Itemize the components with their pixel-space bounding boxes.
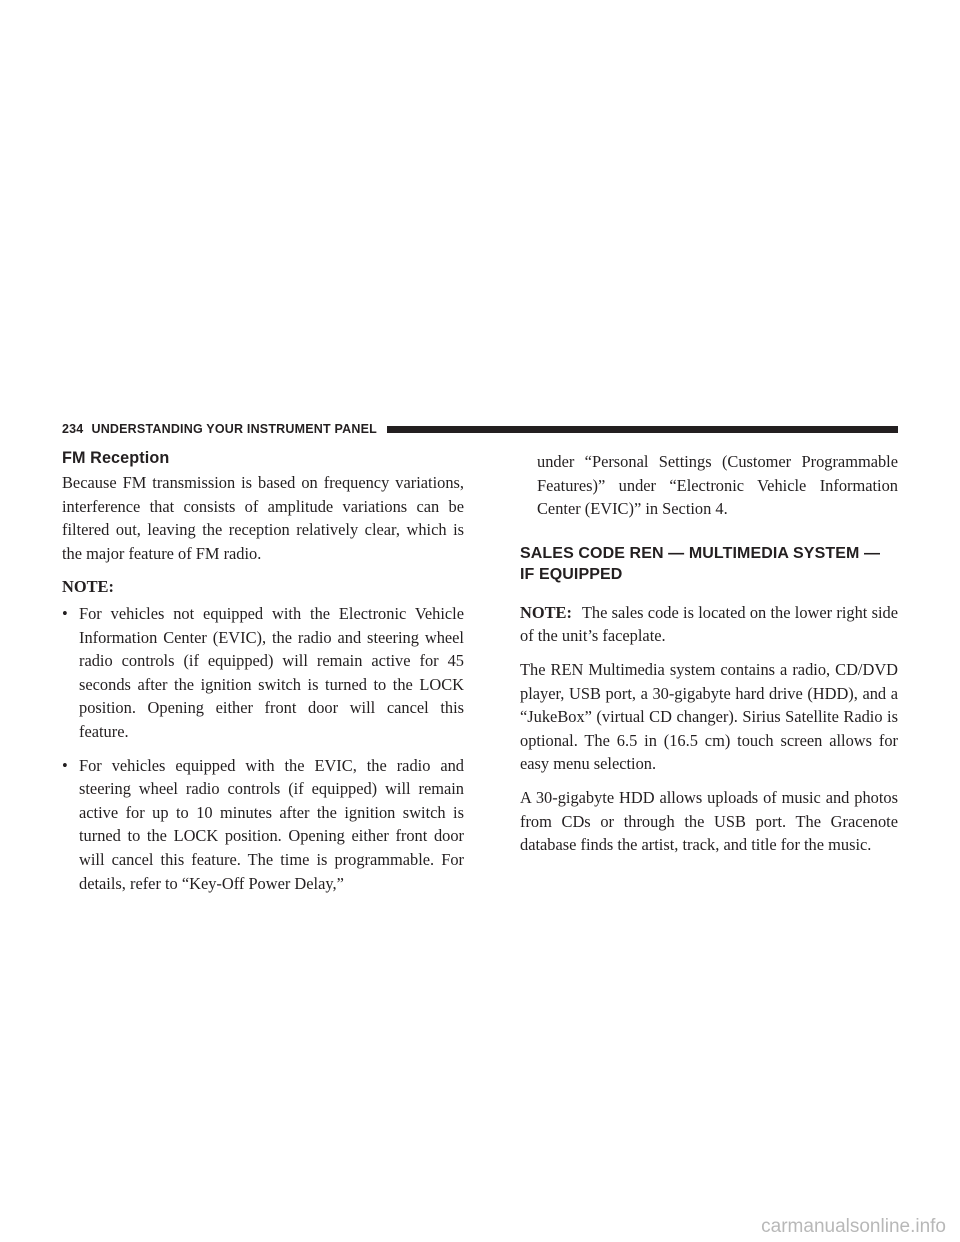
section-heading: SALES CODE REN — MULTIMEDIA SYSTEM — IF EQUIPPED [520,544,881,583]
bullet-icon: • [62,755,68,775]
note-paragraph [520,601,898,648]
bullet-continuation: under “Personal Settings (Customer Programmable Features)” under “Electronic Vehicle Information Center (EVIC)” in Section 4. [537,452,898,519]
note-text: The sales code is located on the lower right side of the unit’s faceplate. [520,602,898,646]
header-rule [387,426,898,433]
bullet-text: For vehicles equipped with the EVIC, the radio and steering wheel radio controls (if equipped) will remain active for up to 10 minutes after the ignition switch is turned to the LOCK position. Opening either front door will cancel this feature. The time is programmable. For details, refer to “Key-Off Power Delay,” [79,755,464,893]
multimedia-paragraph: The REN Multimedia system contains a radio, CD/DVD player, USB port, a 30-gigabyte hard drive (HDD), and a “JukeBox” (virtual CD changer). Sirius Satellite Radio is optional. The 6.5 in (16.5 cm) touch screen allows for easy menu selection. [520,659,898,774]
watermark-text: carmanualsonline.info [761,1216,946,1237]
fm-reception-intro: Because FM transmission is based on frequency variations, interference that consists of amplitude variations can be filtered out, leaving the reception relatively clear, which is the major feature of FM radio. [62,473,464,563]
page-number: 234 [62,422,84,436]
right-column [520,448,898,857]
note-label: NOTE: [520,602,572,622]
note-label: NOTE: [62,577,114,597]
bullet-icon: • [62,603,68,623]
list-item [62,602,464,744]
list-item [62,754,464,896]
bullet-text: For vehicles not equipped with the Electronic Vehicle Information Center (EVIC), the radio and steering wheel radio controls (if equipped) will remain active for 45 seconds after the ignition switch is turned to the LOCK position. Opening either front door will cancel this feature. [79,603,464,741]
fm-reception-heading: FM Reception [62,449,170,467]
running-header [62,419,898,439]
hdd-paragraph: A 30-gigabyte HDD allows uploads of music and photos from CDs or through the USB port. The Gracenote database finds the artist, track, and title for the music. [520,787,898,855]
note-bullet-list [62,602,464,895]
left-column [62,448,464,905]
running-title: UNDERSTANDING YOUR INSTRUMENT PANEL [91,422,377,436]
